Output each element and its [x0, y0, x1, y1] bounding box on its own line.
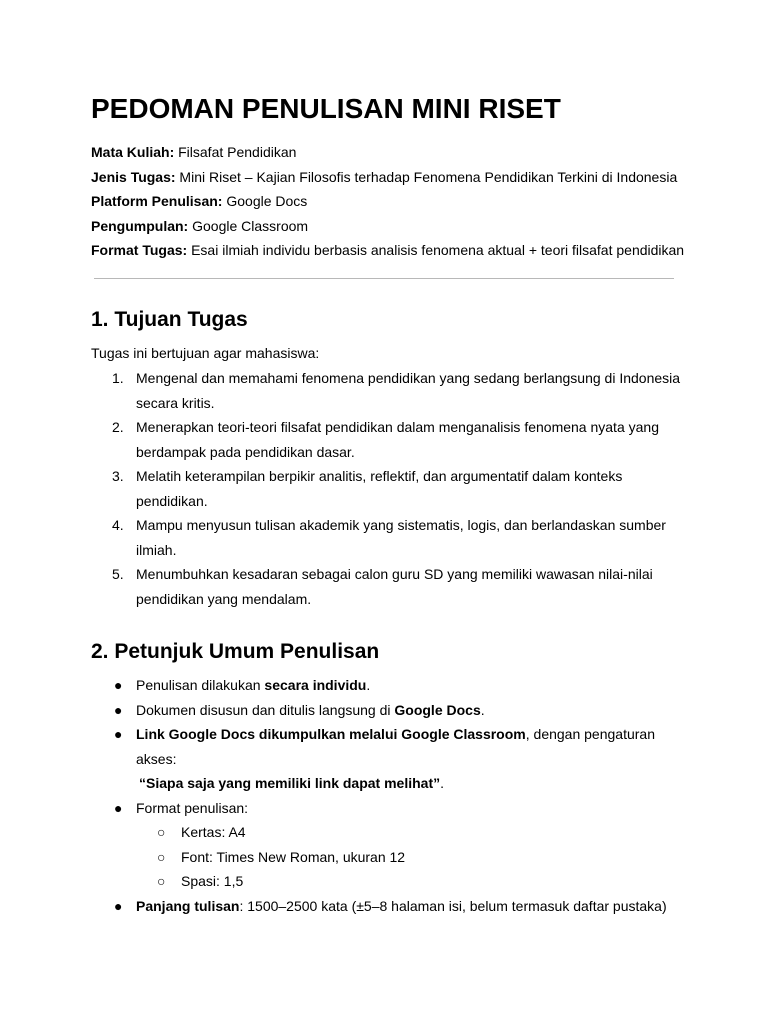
- list-item-text: .: [366, 677, 371, 693]
- list-item-text: Menumbuhkan kesadaran sebagai calon guru SD yang memiliki wawasan nilai-nilai pendidikan yang mendalam.: [136, 566, 653, 607]
- meta-platform: [91, 189, 684, 214]
- meta-submission: [91, 214, 684, 239]
- objectives-intro: Tugas ini bertujuan agar mahasiswa:: [91, 345, 320, 361]
- meta-label: Format Tugas:: [91, 242, 188, 258]
- meta-value: Mini Riset – Kajian Filosofis terhadap Fenomena Pendidikan Terkini di Indonesia: [175, 168, 678, 185]
- guidelines-list: [91, 673, 691, 918]
- list-item-text: Format penulisan:: [136, 799, 249, 816]
- list-item-emphasis: Panjang tulisan: [136, 897, 240, 914]
- meta-label: Pengumpulan:: [91, 217, 189, 234]
- document-title: PEDOMAN PENULISAN MINI RISET: [91, 93, 561, 124]
- list-item: [91, 415, 691, 464]
- list-item: [91, 894, 691, 919]
- list-item-text: : 1500–2500 kata (±5–8 halaman isi, belum termasuk daftar pustaka): [239, 897, 667, 914]
- bullet-icon: ●: [114, 799, 123, 816]
- meta-value: Filsafat Pendidikan: [174, 144, 297, 160]
- horizontal-divider: [94, 278, 674, 279]
- sub-list-item: [91, 820, 691, 845]
- bullet-icon: ●: [114, 701, 123, 718]
- meta-label: Platform Penulisan:: [91, 193, 223, 209]
- list-item: [91, 796, 691, 821]
- course-info: [91, 140, 684, 263]
- meta-label: Mata Kuliah:: [91, 144, 175, 160]
- list-item-text: , dengan pengaturan akses:: [136, 726, 655, 767]
- section-heading-objectives: 1. Tujuan Tugas: [91, 308, 248, 331]
- list-item-text: Mampu menyusun tulisan akademik yang sistematis, logis, dan berlandaskan sumber ilmiah.: [136, 517, 666, 558]
- sub-list-item-text: Font: Times New Roman, ukuran 12: [181, 848, 406, 865]
- bullet-icon: ●: [114, 897, 123, 914]
- access-setting-quote: [91, 771, 691, 796]
- circle-bullet-icon: ○: [157, 824, 166, 840]
- circle-bullet-icon: ○: [157, 848, 166, 865]
- list-item: [91, 673, 691, 698]
- circle-bullet-icon: ○: [157, 873, 166, 889]
- section-heading-guidelines: 2. Petunjuk Umum Penulisan: [91, 640, 380, 663]
- meta-value: Google Classroom: [188, 217, 309, 234]
- bullet-icon: ●: [114, 726, 123, 742]
- meta-task-type: [91, 165, 684, 190]
- list-item-text: Penulisan dilakukan: [136, 677, 265, 693]
- list-item-text: Dokumen disusun dan ditulis langsung di: [136, 701, 395, 718]
- list-item: [91, 513, 691, 562]
- meta-course: [91, 140, 684, 165]
- list-number: 2.: [112, 419, 124, 435]
- list-item-text: Mengenal dan memahami fenomena pendidikan yang sedang berlangsung di Indonesia secara kritis.: [136, 370, 681, 411]
- sub-list-item-text: Spasi: 1,5: [181, 873, 244, 889]
- list-number: 3.: [112, 468, 124, 484]
- bullet-icon: ●: [114, 677, 123, 693]
- list-number: 4.: [112, 517, 124, 533]
- list-item: [91, 366, 691, 415]
- sub-list-item-text: Kertas: A4: [181, 824, 246, 840]
- list-item-emphasis: Google Docs: [394, 701, 481, 718]
- list-number: 5.: [112, 566, 124, 582]
- meta-label: Jenis Tugas:: [91, 168, 176, 185]
- list-item-emphasis: secara individu: [264, 677, 367, 693]
- list-item: [91, 464, 691, 513]
- list-item-text: .: [480, 701, 485, 718]
- meta-value: Esai ilmiah individu berbasis analisis fenomena aktual + teori filsafat pendidikan: [187, 242, 685, 258]
- list-item-emphasis: Link Google Docs dikumpulkan melalui Google Classroom: [136, 726, 526, 742]
- list-item: [91, 698, 691, 723]
- list-item: [91, 562, 691, 611]
- objectives-list: [91, 366, 691, 611]
- quote-punctuation: .: [440, 775, 444, 791]
- list-item: [91, 722, 691, 771]
- quote-text: “Siapa saja yang memiliki link dapat melihat”: [139, 775, 441, 791]
- sub-list-item: [91, 869, 691, 894]
- list-item-text: Melatih keterampilan berpikir analitis, reflektif, dan argumentatif dalam konteks pendidikan.: [136, 468, 623, 509]
- list-item-text: Menerapkan teori-teori filsafat pendidikan dalam menganalisis fenomena nyata yang berdampak pada pendidikan dasar.: [136, 419, 659, 460]
- meta-value: Google Docs: [222, 193, 308, 209]
- sub-list-item: [91, 845, 691, 870]
- meta-format: [91, 238, 684, 263]
- list-number: 1.: [112, 370, 124, 386]
